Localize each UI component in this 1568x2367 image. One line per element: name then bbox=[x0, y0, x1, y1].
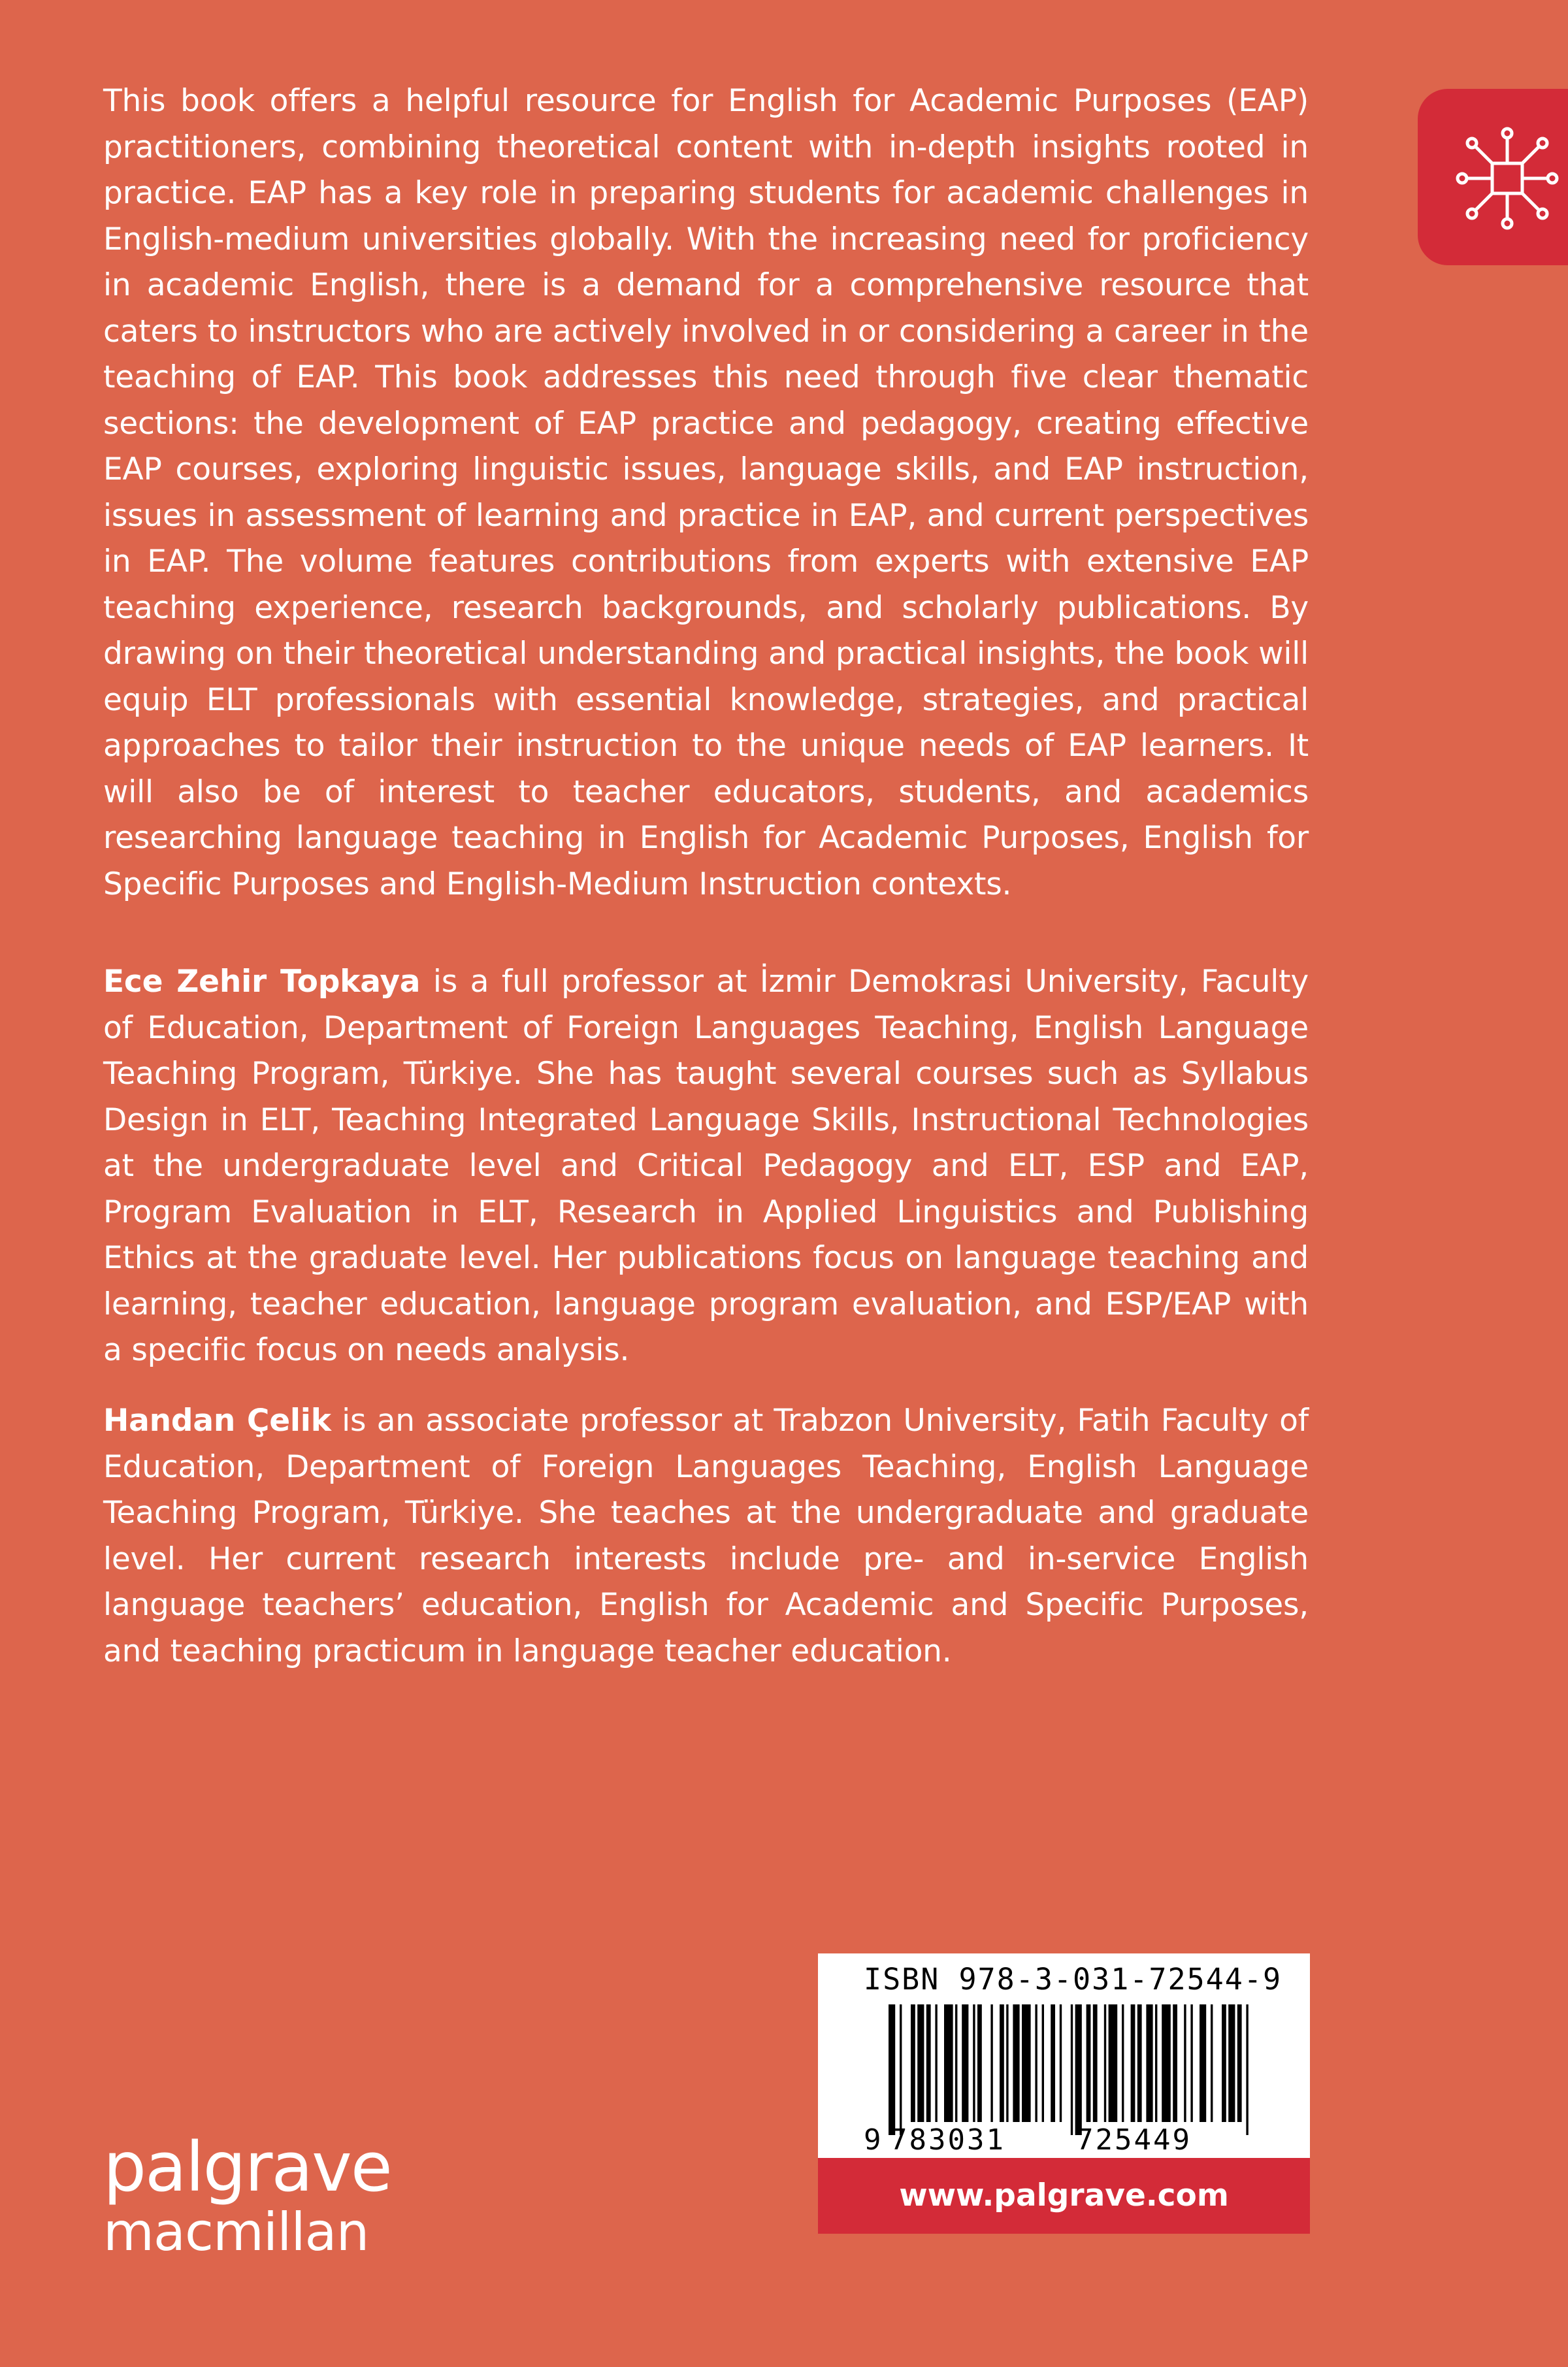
barcode-bar bbox=[1013, 2004, 1019, 2122]
barcode-bars bbox=[818, 1953, 1310, 2158]
logo-line-macmillan: macmillan bbox=[103, 2202, 369, 2262]
barcode-bar bbox=[1109, 2004, 1118, 2122]
barcode-bar bbox=[1042, 2004, 1044, 2122]
barcode-bar bbox=[1146, 2004, 1152, 2122]
barcode-bar bbox=[1155, 2004, 1157, 2122]
barcode-bar bbox=[1000, 2004, 1004, 2122]
barcode-bar bbox=[1162, 2004, 1171, 2122]
isbn-barcode bbox=[818, 1953, 1310, 2158]
barcode-digit-group-right: 725449 bbox=[1076, 2123, 1192, 2157]
barcode-bar bbox=[973, 2004, 975, 2122]
barcode-bar bbox=[1184, 2004, 1186, 2122]
barcode-bar bbox=[1071, 2004, 1073, 2135]
barcode-bar bbox=[1051, 2004, 1055, 2122]
barcode-bar bbox=[944, 2004, 953, 2122]
logo-line-palgrave: palgrave bbox=[103, 2127, 391, 2207]
barcode-bar bbox=[1093, 2004, 1098, 2122]
barcode-bar bbox=[1222, 2004, 1226, 2122]
barcode-bar bbox=[955, 2004, 957, 2122]
author-bio-text: is an associate professor at Trabzon University, Fatih Faculty of Education, Department of Foreign Languages Teaching, English Language Teaching Program, Türkiye. She teaches at the undergraduate and graduate level. Her current research interests include pre- and in-service English language teachers’ education, English for Academic and Specific Purposes, and teaching practicum in language teacher education. bbox=[103, 1403, 1309, 1669]
barcode-bar bbox=[900, 2004, 902, 2135]
author-bio-celik bbox=[103, 1398, 1309, 1674]
barcode-bar bbox=[962, 2004, 968, 2122]
barcode-bar bbox=[1022, 2004, 1031, 2122]
barcode-bar bbox=[911, 2004, 915, 2122]
barcode-bar bbox=[1060, 2004, 1062, 2122]
barcode-bar bbox=[1075, 2004, 1082, 2135]
publisher-website[interactable]: www.palgrave.com bbox=[818, 2158, 1310, 2234]
barcode-digit-group-left: 783031 bbox=[890, 2123, 1005, 2157]
barcode-bar bbox=[926, 2004, 931, 2122]
barcode-bar bbox=[1211, 2004, 1213, 2122]
barcode-bar bbox=[917, 2004, 924, 2122]
barcode-bar bbox=[1122, 2004, 1124, 2122]
barcode-bar bbox=[1237, 2004, 1242, 2122]
barcode-bar bbox=[1086, 2004, 1091, 2122]
barcode-bar bbox=[1006, 2004, 1008, 2122]
author-bio-text: is a full professor at İzmir Demokrasi University, Faculty of Education, Department of Foreign Languages Teaching, English Language Teaching Program, Türkiye. She has taught several courses such as Syllabus Design in ELT, Teaching Integrated Language Skills, Instructional Technologies at the undergraduate level and Critical Pedagogy and ELT, ESP and EAP, Program Evaluation in ELT, Research in Applied Linguistics and Publishing Ethics at the graduate level. Her publications focus on language teaching and learning, teacher education, language program evaluation, and ESP/EAP with a specific focus on needs analysis. bbox=[103, 964, 1309, 1368]
barcode-bar bbox=[1035, 2004, 1037, 2122]
barcode-bar bbox=[1200, 2004, 1206, 2122]
barcode-bar bbox=[1190, 2004, 1192, 2122]
barcode-bar bbox=[1131, 2004, 1135, 2122]
publisher-logo bbox=[103, 2127, 391, 2262]
author-bio-topkaya bbox=[103, 959, 1309, 1374]
barcode-bar bbox=[1137, 2004, 1142, 2122]
publisher-badge bbox=[1418, 89, 1568, 265]
barcode-bar bbox=[889, 2004, 895, 2135]
barcode-bar bbox=[1246, 2004, 1248, 2135]
book-description: This book offers a helpful resource for English for Academic Purposes (EAP) practitioners, combining theoretical content with in-depth insights rooted in practice. EAP has a key role in preparing students for academic challenges in English-medium universities globally. With the increasing need for proficiency in academic English, there is a demand for a comprehensive resource that caters to instructors who are actively involved in or considering a career in the teaching of EAP. This book addresses this need through five clear thematic sections: the development of EAP practice and pedagogy, creating effective EAP courses, exploring linguistic issues, language skills, and EAP instruction, issues in assessment of learning and practice in EAP, and current perspectives in EAP. The volume features contributions from experts with extensive EAP teaching experience, research backgrounds, and scholarly publications. By drawing on their theoretical understanding and practical insights, the book will equip ELT professionals with essential knowledge, strategies, and practical approaches to tailor their instruction to the unique needs of EAP learners. It will also be of interest to teacher educators, students, and academics researching language teaching in English for Academic Purposes, English for Specific Purposes and English-Medium Instruction contexts. bbox=[103, 83, 1309, 902]
author-name: Handan Çelik bbox=[103, 1403, 331, 1439]
author-name: Ece Zehir Topkaya bbox=[103, 964, 421, 1000]
barcode-bar bbox=[1104, 2004, 1106, 2122]
barcode-bar bbox=[990, 2004, 992, 2122]
barcode-bar bbox=[977, 2004, 982, 2122]
barcode-digit-lead: 9 bbox=[864, 2123, 881, 2157]
isbn-label: ISBN 978-3-031-72544-9 bbox=[864, 1962, 1282, 1997]
barcode-bar bbox=[1228, 2004, 1235, 2122]
barcode-bar bbox=[935, 2004, 937, 2122]
barcode-bar bbox=[1173, 2004, 1177, 2122]
palgrave-network-icon bbox=[1452, 123, 1563, 234]
